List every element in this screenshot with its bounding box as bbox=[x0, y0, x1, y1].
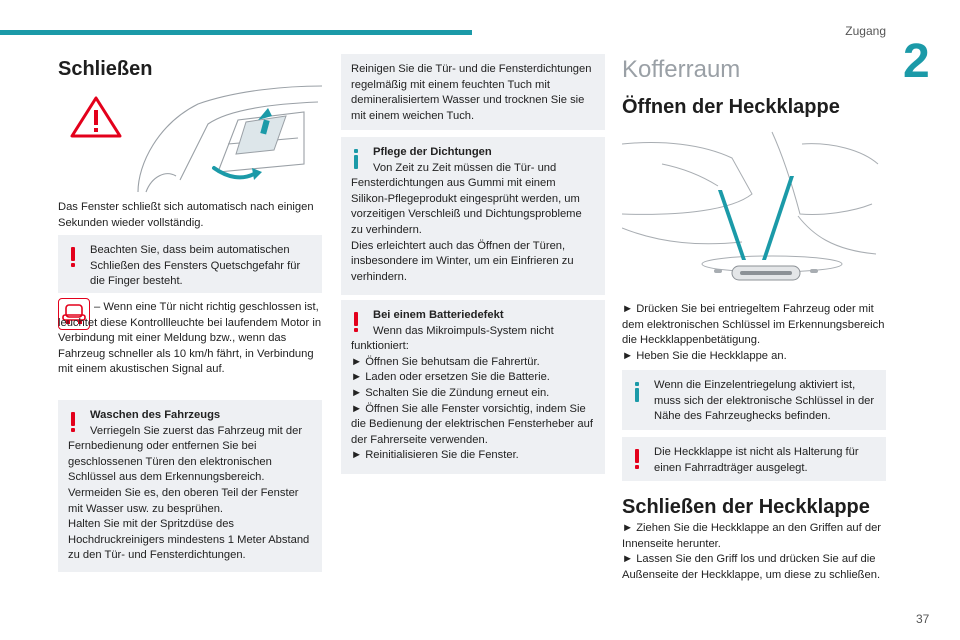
battery-step-5: ► Reinitialisieren Sie die Fenster. bbox=[351, 449, 519, 462]
battery-step-2: ► Laden oder ersetzen Sie die Batterie. bbox=[351, 371, 550, 384]
auto-close-text: Das Fenster schließt sich automatisch nach einigen Sekunden wieder vollständig. bbox=[58, 201, 314, 229]
right-pointer-line bbox=[762, 176, 794, 260]
seals-title: Pflege der Dichtungen bbox=[373, 146, 492, 158]
warning-exclamation-icon bbox=[353, 312, 359, 332]
close-step-1: ► Ziehen Sie die Heckklappe an den Griffen auf der Innenseite herunter. bbox=[622, 522, 882, 550]
close-steps bbox=[622, 521, 886, 583]
heading-open-tailgate: Öffnen der Heckklappe bbox=[622, 96, 840, 118]
seals-line-2: Dies erleichtert auch das Öffnen der Türen, insbesondere im Winter, um ein Einfrieren zu verhindern. bbox=[351, 239, 574, 283]
warning-exclamation-icon bbox=[634, 449, 640, 469]
page-number: 37 bbox=[916, 612, 930, 626]
warning-box-washing bbox=[58, 400, 322, 572]
open-steps bbox=[622, 302, 886, 364]
info-icon bbox=[634, 382, 640, 402]
warning-box-pinch bbox=[58, 235, 322, 293]
washing-line-3: Halten Sie mit der Spritzdüse des Hochdruckreinigers mindestens 1 Meter Abstand zu den Tür- und Fensterdichtungen. bbox=[68, 518, 310, 562]
warning-exclamation-icon bbox=[70, 247, 76, 267]
bike-rack-text: Die Heckklappe ist nicht als Halterung für einen Fahrradträger ausgelegt. bbox=[654, 446, 859, 474]
cleaning-text: Reinigen Sie die Tür- und die Fensterdichtungen regelmäßig mit einem feuchten Tuch mit demineralisiertem Wasser und trocknen Sie sie mit einem weichen Tuch. bbox=[351, 63, 592, 122]
header-accent-bar bbox=[0, 30, 472, 35]
seals-line-1: Von Zeit zu Zeit müssen die Tür- und Fensterdichtungen aus Gummi mit einem Silikon-Pflegeprodukt eingesprüht werden, um vorzeitigen Verschleiß und Dichtungsprobleme zu verhindern. bbox=[351, 161, 582, 236]
warning-box-battery bbox=[341, 300, 605, 474]
info-icon bbox=[353, 149, 359, 169]
info-box-single-unlock bbox=[622, 370, 886, 430]
battery-intro: Wenn das Mikroimpuls-System nicht funktioniert: bbox=[351, 324, 554, 353]
battery-step-4: ► Öffnen Sie alle Fenster vorsichtig, indem Sie die Bedienung der elektrischen Fensterheber auf der Fahrerseite verwenden. bbox=[351, 402, 593, 446]
battery-step-1: ► Öffnen Sie behutsam die Fahrertür. bbox=[351, 355, 540, 368]
washing-line-2: Vermeiden Sie es, den oberen Teil der Fenster mit Wasser usw. zu besprühen. bbox=[68, 486, 299, 515]
info-box-seals bbox=[341, 137, 605, 295]
open-step-1: ► Drücken Sie bei entriegeltem Fahrzeug oder mit dem elektronischen Schlüssel im Erkennungsbereich die Heckklappenbetätigung. bbox=[622, 303, 885, 347]
warning-exclamation-icon bbox=[70, 412, 76, 432]
warning-box-bike-rack bbox=[622, 437, 886, 481]
heading-kofferraum: Kofferraum bbox=[622, 56, 741, 83]
open-step-2: ► Heben Sie die Heckklappe an. bbox=[622, 349, 787, 362]
section-label: Zugang bbox=[845, 24, 886, 38]
warning-pinch-text: Beachten Sie, dass beim automatischen Schließen des Fensters Quetschgefahr für die Finger besteht. bbox=[90, 244, 301, 288]
chapter-number: 2 bbox=[903, 35, 930, 88]
heading-close-tailgate: Schließen der Heckklappe bbox=[622, 496, 870, 518]
close-step-2: ► Lassen Sie den Griff los und drücken Sie auf die Außenseite der Heckklappe, um diese zu schließen. bbox=[622, 553, 881, 581]
cleaning-box bbox=[341, 54, 605, 130]
tailgate-handle-illustration bbox=[622, 124, 886, 292]
washing-title: Waschen des Fahrzeugs bbox=[90, 409, 221, 421]
battery-step-3: ► Schalten Sie die Zündung erneut ein. bbox=[351, 386, 550, 399]
battery-title: Bei einem Batteriedefekt bbox=[373, 309, 504, 321]
warning-triangle-icon bbox=[72, 98, 120, 136]
heading-schliessen: Schließen bbox=[58, 58, 153, 80]
window-illustration bbox=[68, 84, 324, 194]
washing-line-1: Verriegeln Sie zuerst das Fahrzeug mit der Fernbedienung oder entfernen Sie bei geschlossenen Türen den elektronischen Schlüssel aus dem Erkennungsbereich. bbox=[68, 424, 303, 484]
door-warning-text: – Wenn eine Tür nicht richtig geschlossen ist, leuchtet diese Kontrollleuchte bei laufendem Motor in Verbindung mit einer Meldung bzw., wenn das Fahrzeug schneller als 10 km/h fährt, in Verbindung mit einem akustischen Signal auf. bbox=[58, 301, 322, 376]
single-unlock-text: Wenn die Einzelentriegelung aktiviert ist, muss sich der elektronische Schlüssel in der Nähe des Fahrzeughecks befinden. bbox=[654, 379, 875, 423]
